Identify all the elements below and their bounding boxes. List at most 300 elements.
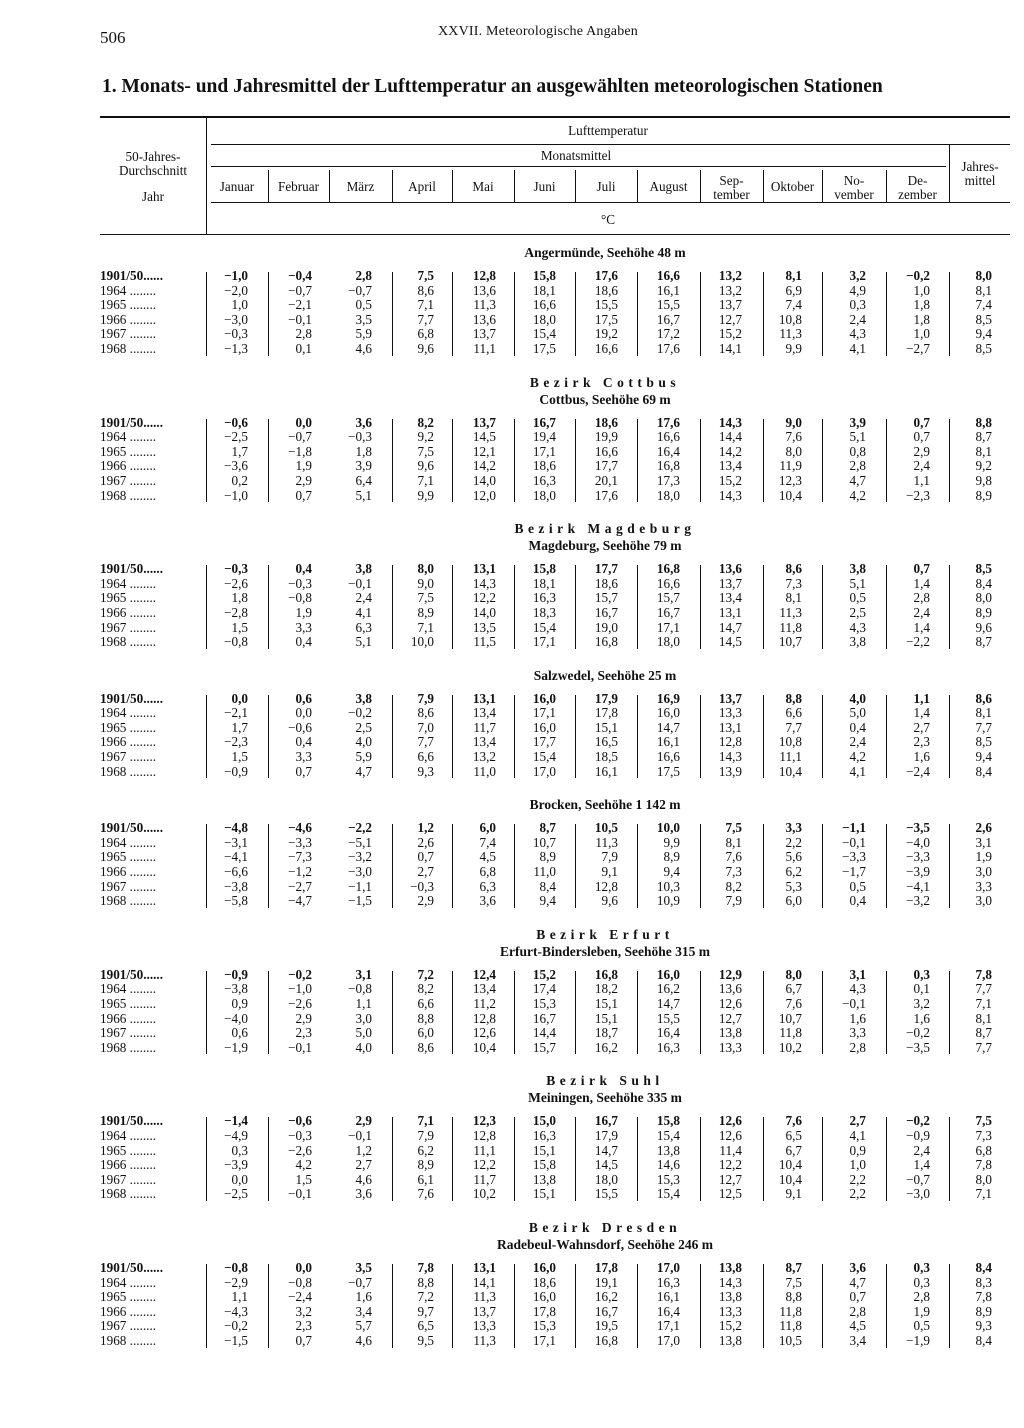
monthly-mean-cell: 1,0 [231,297,248,313]
monthly-mean-cell: 8,6 [417,705,434,721]
station-block [100,520,1010,667]
monthly-mean-cell: 13,5 [472,619,496,635]
table-row [100,430,1010,445]
monthly-mean-cell: 3,4 [355,1303,372,1319]
month-header: Juni [533,179,556,194]
month-header: Sep- [719,173,744,188]
monthly-mean-cell: 0,4 [295,561,312,577]
yearly-mean-cell: 9,3 [975,1318,992,1334]
monthly-mean-cell: 15,7 [532,1039,556,1055]
monthly-mean-cell: 14,4 [718,429,742,445]
monthly-mean-cell: 0,4 [849,893,866,909]
monthly-mean-cell: 17,6 [656,414,680,430]
monthly-mean-cell: 12,6 [718,1127,742,1143]
monthly-mean-cell: 13,7 [718,575,742,591]
yearly-mean-cell: 8,5 [975,340,992,356]
monthly-mean-cell: −2,1 [288,297,312,313]
monthly-mean-cell: 1,6 [913,749,930,765]
monthly-mean-cell: 3,6 [479,893,496,909]
monthly-mean-cell: 3,3 [295,619,312,635]
monthly-mean-cell: 13,4 [718,458,742,474]
monthly-mean-cell: −0,1 [842,834,866,850]
monthly-mean-cell: 3,6 [355,1186,372,1202]
monthly-mean-cell: 2,2 [785,834,802,850]
monthly-mean-cell: −1,7 [842,864,866,880]
column-rule [268,1264,269,1348]
column-rule [575,1264,576,1348]
yearly-mean-cell: 7,7 [975,719,992,735]
monthly-mean-cell: 15,5 [594,297,618,313]
year-cell: 1966 ........ [100,1303,157,1319]
monthly-mean-cell: 8,1 [725,834,742,850]
column-rule [206,419,207,503]
monthly-mean-cell: 1,0 [913,326,930,342]
monthly-mean-cell: 15,5 [656,1010,680,1026]
monthly-mean-cell: −2,4 [906,763,930,779]
monthly-mean-cell: 15,7 [656,590,680,606]
monthly-mean-cell: 16,8 [594,634,618,650]
table-row [100,1187,1010,1202]
monthly-mean-cell: 17,1 [656,619,680,635]
monthly-mean-cell: 2,7 [355,1157,372,1173]
monthly-mean-cell: 2,9 [295,1010,312,1026]
monthly-mean-cell: 8,1 [785,268,802,283]
monthly-mean-cell: 11,7 [473,1171,496,1187]
year-cell: 1901/50...... [100,414,164,430]
table-row [100,1276,1010,1291]
column-rule [949,272,950,356]
monthly-mean-cell: 18,6 [594,282,618,298]
column-rule [575,1117,576,1201]
monthly-mean-cell: 9,7 [417,1303,434,1319]
month-header: Januar [219,179,255,194]
monthly-mean-cell: 13,2 [718,282,742,298]
column-rule [637,1117,638,1201]
year-cell: 1966 ........ [100,458,157,474]
yearly-mean-cell: 7,5 [975,1113,992,1129]
column-rule [886,272,887,356]
monthly-mean-cell: 3,3 [849,1025,866,1041]
monthly-mean-cell: 17,5 [656,763,680,779]
monthly-mean-cell: 12,2 [718,1157,742,1173]
monthly-mean-cell: −3,2 [906,893,930,909]
monthly-mean-cell: 1,8 [355,443,372,459]
monthly-mean-cell: 16,4 [656,1025,680,1041]
monthly-mean-cell: 10,7 [778,1010,802,1026]
monthly-mean-cell: −0,2 [906,1025,930,1041]
monthly-mean-cell: 13,4 [472,734,496,750]
header-rule-3 [211,202,1010,203]
monthly-mean-cell: 2,9 [355,1113,372,1129]
table-row [100,445,1010,460]
monthly-mean-cell: 9,9 [663,834,680,850]
monthly-mean-cell: 1,9 [913,1303,930,1319]
monthly-mean-cell: −1,0 [224,268,248,283]
monthly-mean-cell: −0,9 [224,966,248,982]
yearly-mean-cell: 2,6 [975,820,992,836]
monthly-mean-cell: 2,4 [913,1142,930,1158]
monthly-mean-cell: 7,2 [417,1289,434,1305]
monthly-mean-cell: 17,2 [656,326,680,342]
monthly-mean-cell: 13,7 [472,1303,496,1319]
table-row [100,735,1010,750]
station-block [100,244,1010,374]
monthly-mean-cell: 17,6 [594,268,618,283]
header-jahresmittel-line2: mittel [964,173,996,188]
monthly-mean-cell: 4,1 [355,604,372,620]
monthly-mean-cell: 0,7 [295,763,312,779]
monthly-mean-cell: 0,1 [295,340,312,356]
year-cell: 1965 ........ [100,590,157,606]
monthly-mean-cell: 2,4 [849,734,866,750]
monthly-mean-cell: 13,6 [472,282,496,298]
monthly-mean-cell: 12,2 [472,590,496,606]
monthly-mean-cell: −1,9 [224,1039,248,1055]
monthly-mean-cell: 7,5 [417,443,434,459]
monthly-mean-cell: 5,6 [785,849,802,865]
column-rule [700,971,701,1055]
year-cell: 1965 ........ [100,1142,157,1158]
table-row [100,1305,1010,1320]
monthly-mean-cell: 14,0 [472,472,496,488]
monthly-mean-cell: 0,3 [849,297,866,313]
column-rule [700,695,701,779]
monthly-mean-cell: 7,7 [785,719,802,735]
monthly-mean-cell: 0,5 [355,297,372,313]
yearly-mean-cell: 8,5 [975,311,992,327]
station-rows [100,416,1010,504]
monthly-mean-cell: 15,8 [532,561,556,577]
year-cell: 1966 ........ [100,311,157,327]
monthly-mean-cell: 0,3 [913,966,930,982]
monthly-mean-cell: −2,6 [288,1142,312,1158]
monthly-mean-cell: 13,4 [472,705,496,721]
monthly-mean-cell: 14,0 [472,604,496,620]
yearly-mean-cell: 9,6 [975,619,992,635]
monthly-mean-cell: 11,5 [473,634,496,650]
monthly-mean-cell: −0,6 [288,719,312,735]
monthly-mean-cell: 6,3 [355,619,372,635]
monthly-mean-cell: 10,4 [778,1171,802,1187]
monthly-mean-cell: 2,8 [355,268,372,283]
station-rows [100,1114,1010,1202]
monthly-mean-cell: −4,3 [224,1303,248,1319]
year-cell: 1968 ........ [100,763,157,779]
monthly-mean-cell: 7,3 [785,575,802,591]
yearly-mean-cell: 8,0 [975,590,992,606]
monthly-mean-cell: 8,2 [725,878,742,894]
monthly-mean-cell: 0,2 [231,472,248,488]
monthly-mean-cell: 0,7 [913,414,930,430]
monthly-mean-cell: 12,4 [472,966,496,982]
column-rule [206,971,207,1055]
monthly-mean-cell: 16,5 [594,734,618,750]
monthly-mean-cell: 15,5 [594,1186,618,1202]
year-cell: 1968 ........ [100,1039,157,1055]
yearly-mean-cell: 7,8 [975,1157,992,1173]
monthly-mean-cell: 17,6 [594,487,618,503]
monthly-mean-cell: −1,3 [224,340,248,356]
monthly-mean-cell: 3,8 [849,561,866,577]
monthly-mean-cell: −0,2 [906,1113,930,1129]
column-rule [637,272,638,356]
header-jahresmittel-line1: Jahres- [961,159,999,174]
monthly-mean-cell: 16,7 [656,311,680,327]
monthly-mean-cell: 3,8 [355,561,372,577]
monthly-mean-cell: 7,7 [417,734,434,750]
column-rule [514,971,515,1055]
column-rule [822,1264,823,1348]
monthly-mean-cell: 12,3 [472,1113,496,1129]
monthly-mean-cell: 9,1 [785,1186,802,1202]
yearly-mean-cell: 6,8 [975,1142,992,1158]
column-rule [392,272,393,356]
monthly-mean-cell: 0,5 [849,590,866,606]
table-row [100,997,1010,1012]
monthly-mean-cell: 17,6 [656,340,680,356]
monthly-mean-cell: 12,5 [718,1186,742,1202]
monthly-mean-cell: −6,6 [224,864,248,880]
table-row [100,880,1010,895]
monthly-mean-cell: 4,5 [479,849,496,865]
monthly-mean-cell: 2,7 [913,719,930,735]
monthly-mean-cell: 1,6 [849,1010,866,1026]
monthly-mean-cell: 7,9 [601,849,618,865]
monthly-mean-cell: 0,4 [295,634,312,650]
yearly-mean-cell: 7,3 [975,1127,992,1143]
monthly-mean-cell: −0,1 [288,1186,312,1202]
stub-heading-line2: Durchschnitt [118,163,188,178]
monthly-mean-cell: −3,9 [224,1157,248,1173]
monthly-mean-cell: −0,6 [288,1113,312,1129]
yearly-mean-cell: 7,7 [975,1039,992,1055]
monthly-mean-cell: −2,1 [224,705,248,721]
running-header [98,22,1012,47]
station-block [100,926,1010,1073]
table-row [100,1290,1010,1305]
monthly-mean-cell: −3,1 [224,834,248,850]
monthly-mean-cell: 10,0 [656,820,680,836]
yearly-mean-cell: 8,3 [975,1274,992,1290]
monthly-mean-cell: 10,8 [778,734,802,750]
monthly-mean-cell: 9,6 [417,340,434,356]
column-rule [949,419,950,503]
monthly-mean-cell: 16,3 [532,472,556,488]
monthly-mean-cell: 0,7 [295,1332,312,1348]
table-row [100,621,1010,636]
monthly-mean-cell: 1,8 [231,590,248,606]
monthly-mean-cell: 17,9 [594,690,618,706]
year-cell: 1967 ........ [100,1025,157,1041]
column-rule [392,695,393,779]
monthly-mean-cell: −3,5 [906,1039,930,1055]
monthly-mean-cell: −4,9 [224,1127,248,1143]
monthly-mean-cell: 7,5 [785,1274,802,1290]
monthly-mean-cell: 13,6 [718,981,742,997]
monthly-mean-cell: 14,3 [718,749,742,765]
monthly-mean-cell: 2,2 [849,1171,866,1187]
monthly-mean-cell: −3,3 [288,834,312,850]
monthly-mean-cell: 2,3 [913,734,930,750]
monthly-mean-cell: −5,8 [224,893,248,909]
monthly-mean-cell: 18,6 [594,414,618,430]
column-rule [886,824,887,908]
monthly-mean-cell: 0,5 [913,1318,930,1334]
monthly-mean-cell: −2,7 [288,878,312,894]
bezirk-heading: Bezirk Cottbus [529,374,681,390]
year-cell: 1968 ........ [100,340,157,356]
monthly-mean-cell: 19,2 [594,326,618,342]
monthly-mean-cell: −2,3 [906,487,930,503]
monthly-mean-cell: 18,0 [532,311,556,327]
monthly-mean-cell: 6,7 [785,981,802,997]
yearly-mean-cell: 8,7 [975,634,992,650]
monthly-mean-cell: −4,1 [224,849,248,865]
monthly-mean-cell: 17,1 [532,634,556,650]
monthly-mean-cell: −0,1 [288,1039,312,1055]
monthly-mean-cell: 11,2 [473,996,496,1011]
column-rule [514,272,515,356]
monthly-mean-cell: 0,4 [849,719,866,735]
yearly-mean-cell: 8,1 [975,282,992,298]
monthly-mean-cell: 17,5 [532,340,556,356]
monthly-mean-cell: 2,9 [913,443,930,459]
monthly-mean-cell: 1,1 [913,690,930,706]
yearly-mean-cell: 8,4 [975,763,992,779]
year-cell: 1968 ........ [100,1186,157,1202]
column-rule [452,1264,453,1348]
column-rule [700,419,701,503]
monthly-mean-cell: 8,8 [785,690,802,706]
year-cell: 1965 ........ [100,849,157,865]
monthly-mean-cell: 16,1 [656,282,680,298]
monthly-mean-cell: 11,3 [473,1332,496,1348]
monthly-mean-cell: 9,6 [417,458,434,474]
column-rule [822,419,823,503]
monthly-mean-cell: 13,4 [718,590,742,606]
monthly-mean-cell: −2,8 [224,604,248,620]
monthly-mean-cell: 0,3 [913,1274,930,1290]
monthly-mean-cell: 17,7 [594,561,618,577]
month-header-line2: zember [898,187,937,202]
monthly-mean-cell: 1,9 [295,604,312,620]
month-header-line2: vember [834,187,874,202]
monthly-mean-cell: 2,7 [849,1113,866,1129]
monthly-mean-cell: 0,0 [295,1259,312,1275]
monthly-mean-cell: 0,1 [913,981,930,997]
monthly-mean-cell: 12,7 [718,1010,742,1026]
monthly-mean-cell: 1,0 [849,1157,866,1173]
monthly-mean-cell: 16,3 [656,1039,680,1055]
monthly-mean-cell: 2,8 [913,1289,930,1305]
column-rule [763,1117,764,1201]
year-cell: 1964 ........ [100,1274,157,1290]
table-row [100,606,1010,621]
column-rule [763,695,764,779]
monthly-mean-cell: 9,3 [417,763,434,779]
header-monatsmittel: Monatsmittel [540,148,612,163]
year-cell: 1967 ........ [100,1318,157,1334]
monthly-mean-cell: 17,1 [656,1318,680,1334]
monthly-mean-cell: 13,7 [472,414,496,430]
column-rule [575,272,576,356]
monthly-mean-cell: 9,0 [785,414,802,430]
table-row [100,821,1010,836]
monthly-mean-cell: 18,2 [594,981,618,997]
yearly-mean-cell: 8,4 [975,1332,992,1348]
column-rule [949,971,950,1055]
monthly-mean-cell: 19,9 [594,429,618,445]
monthly-mean-cell: −0,3 [224,326,248,342]
yearly-mean-cell: 8,4 [975,575,992,591]
column-rule [575,824,576,908]
column-rule [575,971,576,1055]
column-rule [763,1264,764,1348]
column-rule [637,695,638,779]
monthly-mean-cell: 2,5 [355,719,372,735]
monthly-mean-cell: 4,7 [849,472,866,488]
monthly-mean-cell: 12,1 [472,443,496,459]
monthly-mean-cell: 0,0 [295,414,312,430]
monthly-mean-cell: −3,5 [906,820,930,836]
monthly-mean-cell: 1,4 [913,575,930,591]
table-row [100,765,1010,780]
monthly-mean-cell: 0,7 [295,487,312,503]
yearly-mean-cell: 8,0 [975,1171,992,1187]
monthly-mean-cell: 8,7 [785,1259,802,1275]
year-cell: 1901/50...... [100,820,164,836]
year-cell: 1901/50...... [100,690,164,706]
station-heading: Meiningen, Seehöhe 335 m [528,1090,682,1106]
monthly-mean-cell: 2,8 [849,1039,866,1055]
yearly-mean-cell: 8,9 [975,604,992,620]
monthly-mean-cell: 6,9 [785,282,802,298]
monthly-mean-cell: 17,5 [594,311,618,327]
table-row [100,635,1010,650]
month-header: De- [907,173,928,188]
column-rule [206,824,207,908]
monthly-mean-cell: 16,0 [532,690,556,706]
monthly-mean-cell: 3,3 [785,820,802,836]
column-rule [514,695,515,779]
page-number: 506 [100,28,126,47]
yearly-mean-cell: 8,7 [975,429,992,445]
monthly-mean-cell: 2,8 [849,458,866,474]
monthly-mean-cell: −0,2 [348,705,372,721]
year-cell: 1901/50...... [100,1113,164,1129]
monthly-mean-cell: 1,1 [231,1289,248,1305]
monthly-mean-cell: 10,4 [778,1157,802,1173]
monthly-mean-cell: −0,7 [348,282,372,298]
column-rule [268,419,269,503]
monthly-mean-cell: 4,2 [849,487,866,503]
column-rule [886,565,887,649]
monthly-mean-cell: 16,8 [594,1332,618,1348]
monthly-mean-cell: −4,6 [288,820,312,836]
monthly-mean-cell: −2,7 [906,340,930,356]
monthly-mean-cell: −2,5 [224,429,248,445]
monthly-mean-cell: 7,5 [725,820,742,836]
monthly-mean-cell: 18,6 [532,1274,556,1290]
yearly-mean-cell: 8,0 [975,268,992,283]
monthly-mean-cell: 1,2 [355,1142,372,1158]
monthly-mean-cell: 1,1 [913,472,930,488]
monthly-mean-cell: 6,0 [785,893,802,909]
column-rule [949,1117,950,1201]
monthly-mean-cell: 8,6 [417,1039,434,1055]
yearly-mean-cell: 8,4 [975,1259,992,1275]
monthly-mean-cell: −0,8 [348,981,372,997]
